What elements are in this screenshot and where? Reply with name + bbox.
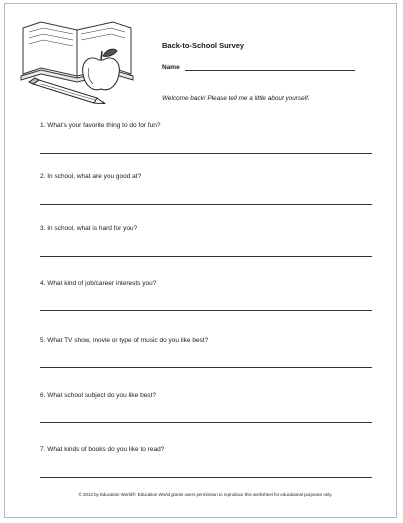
name-label: Name <box>162 64 180 71</box>
answer-line-6[interactable] <box>40 422 372 423</box>
answer-line-2[interactable] <box>40 204 372 205</box>
page-title: Back-to-School Survey <box>162 41 245 50</box>
answer-line-4[interactable] <box>40 310 372 311</box>
book-apple-pencil-illustration <box>19 18 137 104</box>
welcome-message: Welcome back! Please tell me a little about yourself. <box>162 95 310 102</box>
answer-line-7[interactable] <box>40 477 372 478</box>
answer-line-3[interactable] <box>40 256 372 257</box>
question-1: 1. What's your favorite thing to do for fun? <box>40 122 161 129</box>
question-7: 7. What kinds of books do you like to read? <box>40 446 165 453</box>
answer-line-1[interactable] <box>40 153 372 154</box>
question-6: 6. What school subject do you like best? <box>40 392 156 399</box>
name-field[interactable] <box>185 70 355 71</box>
question-4: 4. What kind of job/career interests you? <box>40 280 157 287</box>
answer-line-5[interactable] <box>40 367 372 368</box>
copyright-footer: © 2013 by Education World®. Education World grants users permission to reproduce this worksheet for educational purposes only. <box>78 492 333 497</box>
worksheet-page <box>4 3 397 518</box>
question-3: 3. In school, what is hard for you? <box>40 225 138 232</box>
question-2: 2. In school, what are you good at? <box>40 173 142 180</box>
question-5: 5. What TV show, movie or type of music do you like best? <box>40 337 209 344</box>
